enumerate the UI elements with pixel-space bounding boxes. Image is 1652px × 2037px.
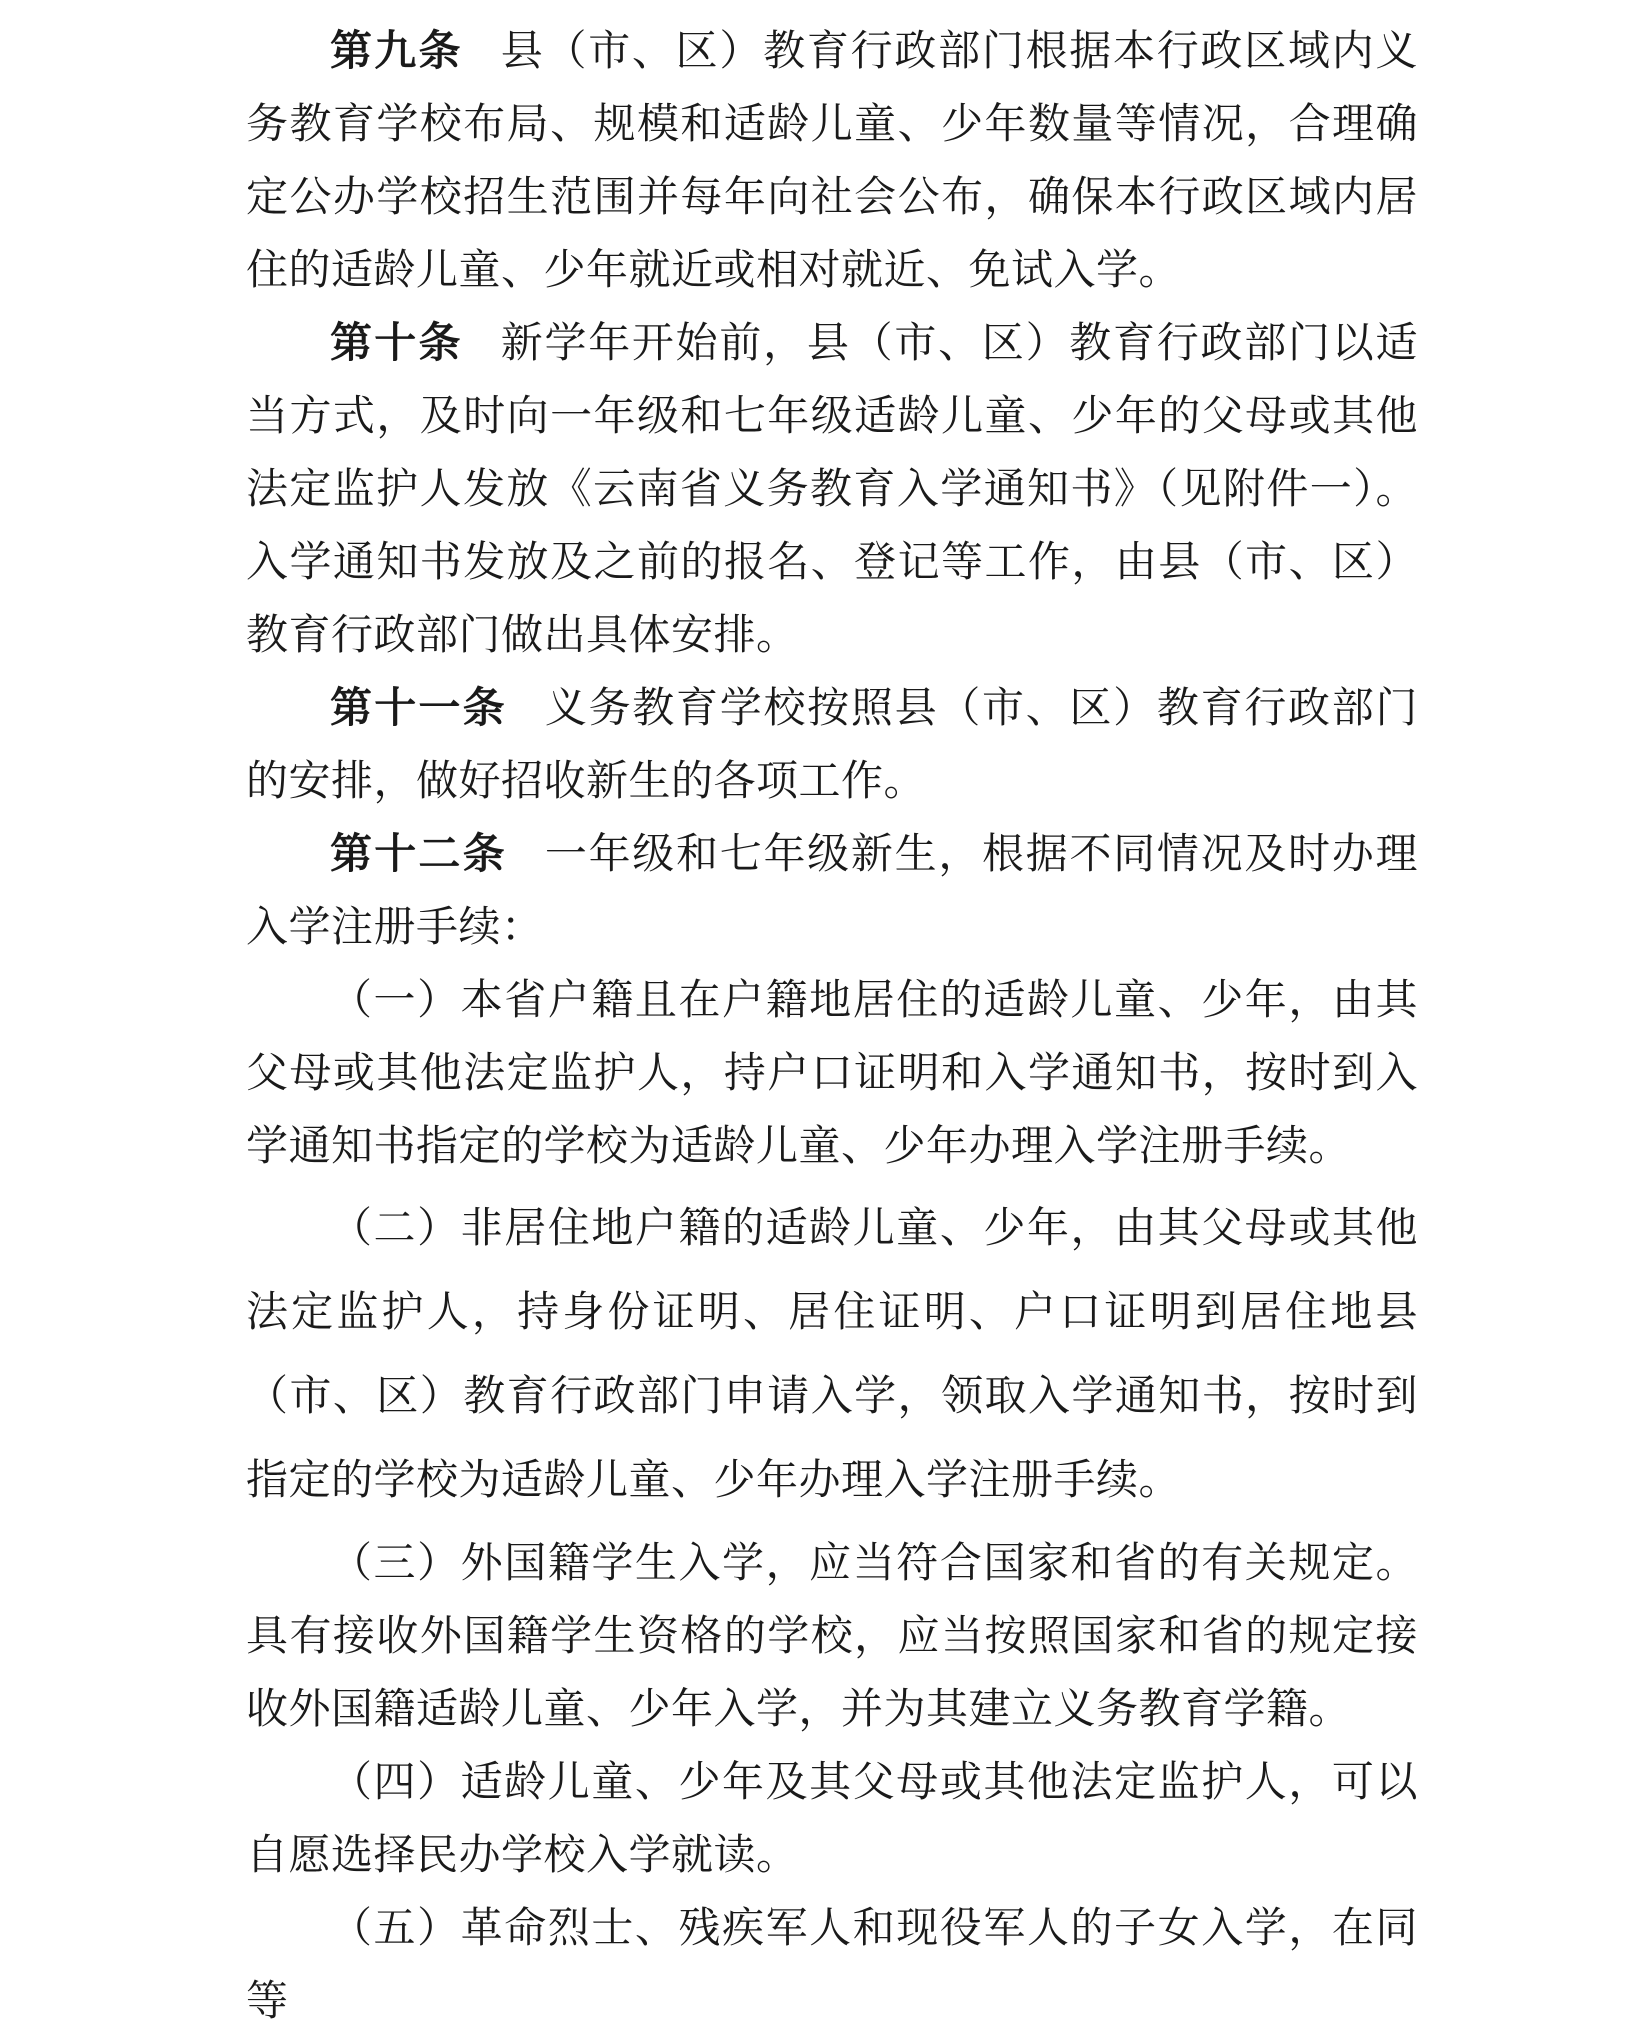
- article-9: [246, 14, 1418, 306]
- article-heading: 第十一条: [330, 683, 507, 732]
- article-body: 县（市、区）教育行政部门根据本行政区域内义务教育学校布局、规模和适龄儿童、少年数量等情况，合理确定公办学校招生范围并每年向社会公布，确保本行政区域内居住的适龄儿童、少年就近或相对就近、免试入学。: [246, 26, 1418, 294]
- article-body: 义务教育学校按照县（市、区）教育行政部门的安排，做好招收新生的各项工作。: [246, 683, 1418, 805]
- article-body: 新学年开始前，县（市、区）教育行政部门以适当方式，及时向一年级和七年级适龄儿童、少年的父母或其他法定监护人发放《云南省义务教育入学通知书》（见附件一）。入学通知书发放及之前的报名、登记等工作，由县（市、区）教育行政部门做出具体安排。: [246, 318, 1418, 659]
- list-item-5: （五）革命烈士、残疾军人和现役军人的子女入学，在同等: [246, 1903, 1418, 2025]
- article-body: 一年级和七年级新生，根据不同情况及时办理入学注册手续：: [246, 829, 1418, 951]
- article-12: [246, 817, 1418, 963]
- article-heading: 第十条: [330, 318, 463, 367]
- article-heading: 第九条: [330, 26, 463, 75]
- list-item-3: （三）外国籍学生入学，应当符合国家和省的有关规定。具有接收外国籍学生资格的学校，应当按照国家和省的规定接收外国籍适龄儿童、少年入学，并为其建立义务教育学籍。: [246, 1538, 1418, 1733]
- article-heading: 第十二条: [330, 829, 507, 878]
- document-body: [246, 14, 1418, 2037]
- list-item-2: （二）非居住地户籍的适龄儿童、少年，由其父母或其他法定监护人，持身份证明、居住证明、户口证明到居住地县（市、区）教育行政部门申请入学，领取入学通知书，按时到指定的学校为适龄儿童、少年办理入学注册手续。: [246, 1203, 1418, 1504]
- list-item-1: （一）本省户籍且在户籍地居住的适龄儿童、少年，由其父母或其他法定监护人，持户口证明和入学通知书，按时到入学通知书指定的学校为适龄儿童、少年办理入学注册手续。: [246, 975, 1418, 1170]
- list-item-4: （四）适龄儿童、少年及其父母或其他法定监护人，可以自愿选择民办学校入学就读。: [246, 1757, 1418, 1879]
- article-10: [246, 306, 1418, 671]
- article-11: [246, 671, 1418, 817]
